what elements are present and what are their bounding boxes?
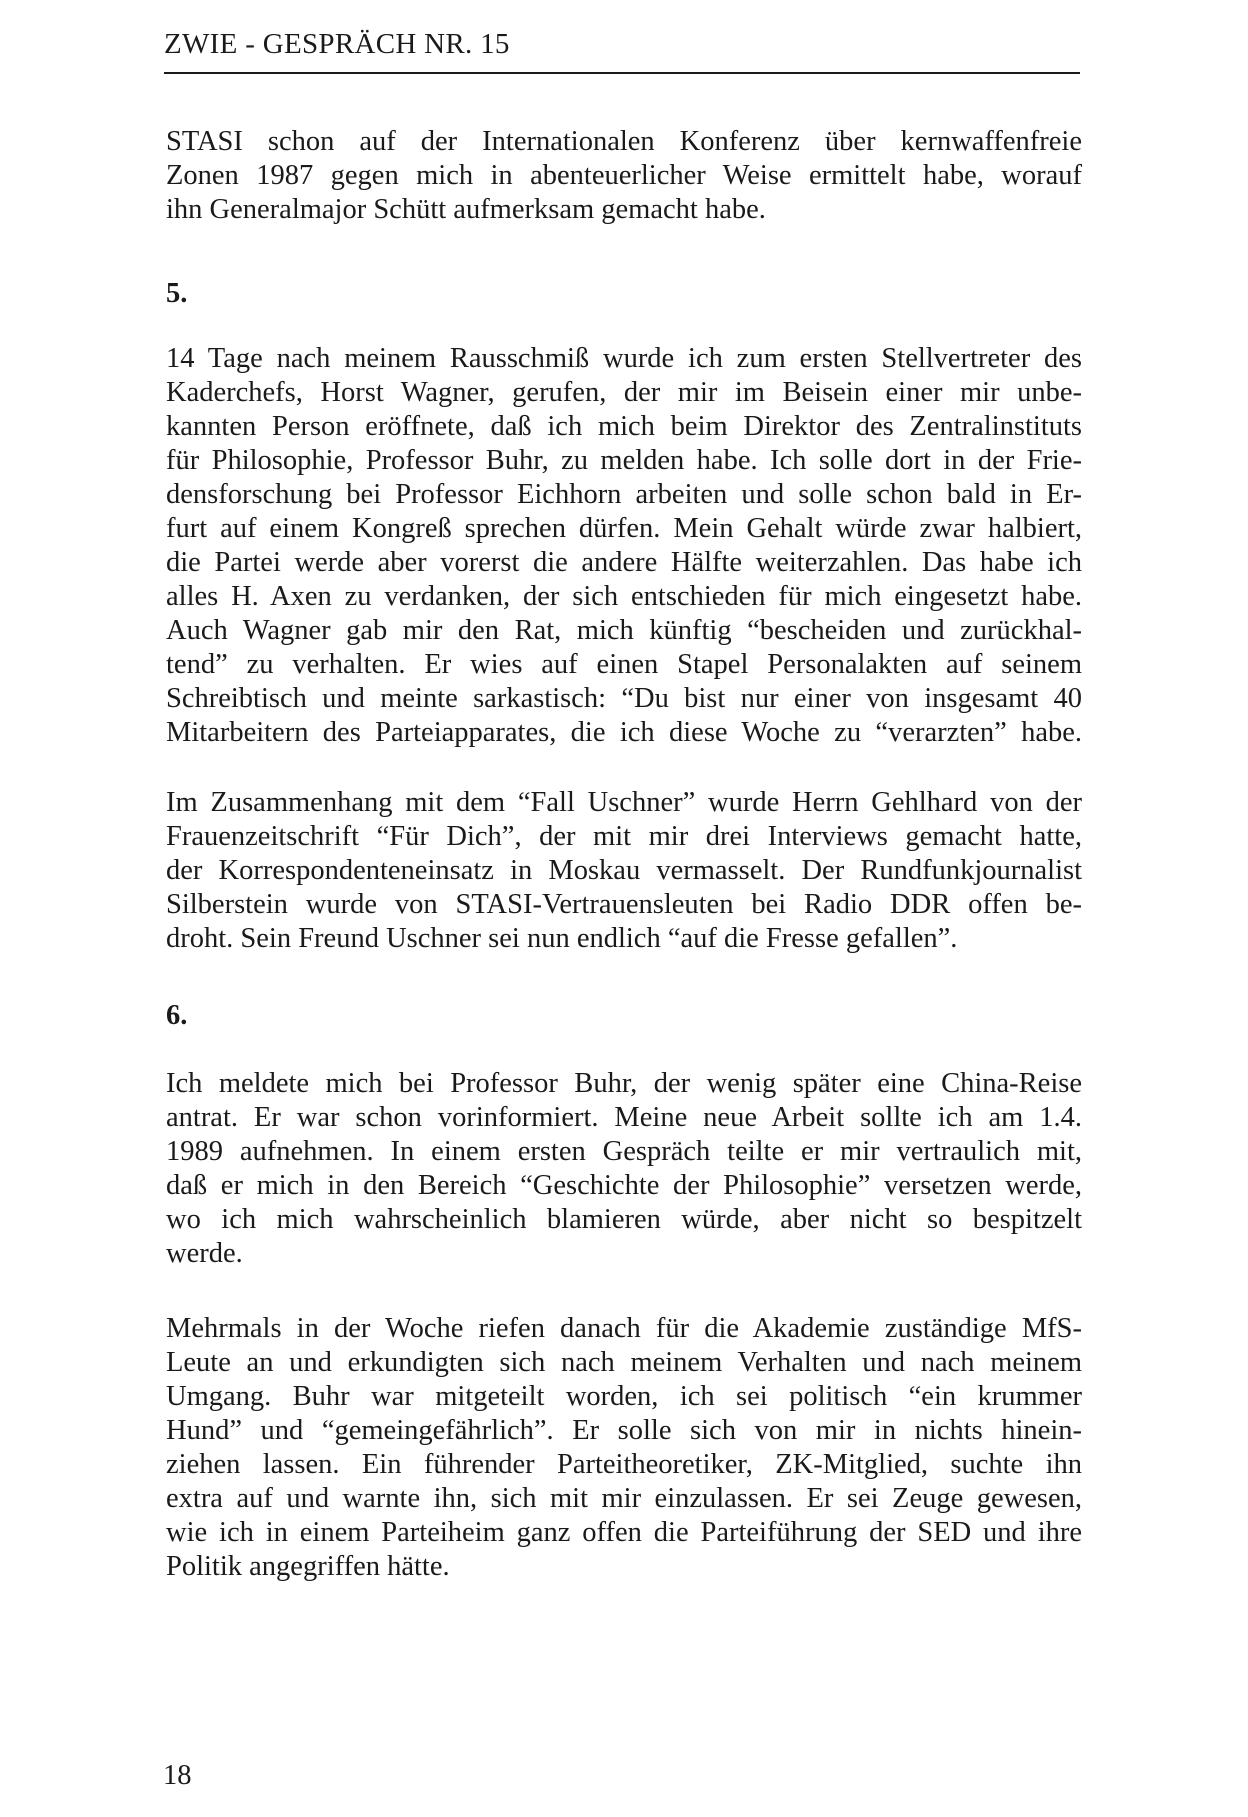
- text-line: Silberstein wurde von STASI-Vertrauensleuten bei Radio DDR offen be-: [166, 889, 1082, 920]
- section6-paragraph-2: [166, 1312, 1082, 1584]
- text-line: kannten Person eröffnete, daß ich mich beim Direktor des Zentralinstituts: [166, 411, 1082, 442]
- text-line: extra auf und warnte ihn, sich mit mir einzulassen. Er sei Zeuge gewesen,: [166, 1483, 1082, 1514]
- intro-paragraph: [166, 125, 1082, 227]
- text-line: densforschung bei Professor Eichhorn arbeiten und solle schon bald in Er-: [166, 479, 1082, 510]
- text-line: Kaderchefs, Horst Wagner, gerufen, der mir im Beisein einer mir unbe-: [166, 377, 1082, 408]
- section-number-6: 6.: [166, 1000, 188, 1031]
- text-line: Zonen 1987 gegen mich in abenteuerlicher Weise ermittelt habe, worauf: [166, 160, 1082, 191]
- text-line: Politik angegriffen hätte.: [166, 1551, 450, 1582]
- text-line: Ich meldete mich bei Professor Buhr, der wenig später eine China-Reise: [166, 1068, 1082, 1099]
- text-line: droht. Sein Freund Uschner sei nun endlich “auf die Fresse gefallen”.: [166, 923, 958, 954]
- text-line: Hund” und “gemeingefährlich”. Er solle sich von mir in nichts hinein-: [166, 1415, 1082, 1446]
- text-line: wo ich mich wahrscheinlich blamieren würde, aber nicht so bespitzelt: [166, 1204, 1082, 1235]
- text-line: für Philosophie, Professor Buhr, zu melden habe. Ich solle dort in der Frie-: [166, 445, 1082, 476]
- header-title: ZWIE - GESPRÄCH NR. 15: [164, 28, 510, 60]
- text-line: Im Zusammenhang mit dem “Fall Uschner” wurde Herrn Gehlhard von der: [166, 787, 1082, 818]
- text-line: STASI schon auf der Internationalen Konferenz über kernwaffenfreie: [166, 126, 1082, 157]
- section6-paragraph-1: [166, 1067, 1082, 1271]
- text-line: Auch Wagner gab mir den Rat, mich künftig “bescheiden und zurückhal-: [166, 615, 1082, 646]
- text-line: alles H. Axen zu verdanken, der sich entschieden für mich eingesetzt habe.: [166, 581, 1082, 612]
- text-line: Mehrmals in der Woche riefen danach für die Akademie zuständige MfS-: [166, 1313, 1082, 1344]
- text-line: wie ich in einem Parteiheim ganz offen die Parteiführung der SED und ihre: [166, 1517, 1082, 1548]
- text-line: werde.: [166, 1238, 243, 1269]
- section5-paragraph-1: [166, 342, 1082, 750]
- text-line: antrat. Er war schon vorinformiert. Meine neue Arbeit sollte ich am 1.4.: [166, 1102, 1082, 1133]
- text-line: tend” zu verhalten. Er wies auf einen Stapel Personalakten auf seinem: [166, 649, 1082, 680]
- text-line: Frauenzeitschrift “Für Dich”, der mit mir drei Interviews gemacht hatte,: [166, 821, 1082, 852]
- text-line: furt auf einem Kongreß sprechen dürfen. Mein Gehalt würde zwar halbiert,: [166, 513, 1082, 544]
- text-line: Mitarbeitern des Parteiapparates, die ich diese Woche zu “verarzten” habe.: [166, 717, 1082, 748]
- text-line: Umgang. Buhr war mitgeteilt worden, ich sei politisch “ein krummer: [166, 1381, 1082, 1412]
- text-line: die Partei werde aber vorerst die andere Hälfte weiterzahlen. Das habe ich: [166, 547, 1082, 578]
- section-number-5: 5.: [166, 278, 188, 309]
- text-line: daß er mich in den Bereich “Geschichte der Philosophie” versetzen werde,: [166, 1170, 1082, 1201]
- text-line: 1989 aufnehmen. In einem ersten Gespräch teilte er mir vertraulich mit,: [166, 1136, 1082, 1167]
- running-header: [164, 26, 1080, 74]
- page-number: 18: [163, 1760, 192, 1791]
- text-line: ihn Generalmajor Schütt aufmerksam gemacht habe.: [166, 194, 766, 225]
- text-line: 14 Tage nach meinem Rausschmiß wurde ich zum ersten Stellvertreter des: [166, 343, 1082, 374]
- text-line: ziehen lassen. Ein führender Parteitheoretiker, ZK-Mitglied, suchte ihn: [166, 1449, 1082, 1480]
- text-line: Schreibtisch und meinte sarkastisch: “Du bist nur einer von insgesamt 40: [166, 683, 1082, 714]
- text-line: Leute an und erkundigten sich nach meinem Verhalten und nach meinem: [166, 1347, 1082, 1378]
- text-line: der Korrespondenteneinsatz in Moskau vermasselt. Der Rundfunkjournalist: [166, 855, 1082, 886]
- section5-paragraph-2: [166, 786, 1082, 956]
